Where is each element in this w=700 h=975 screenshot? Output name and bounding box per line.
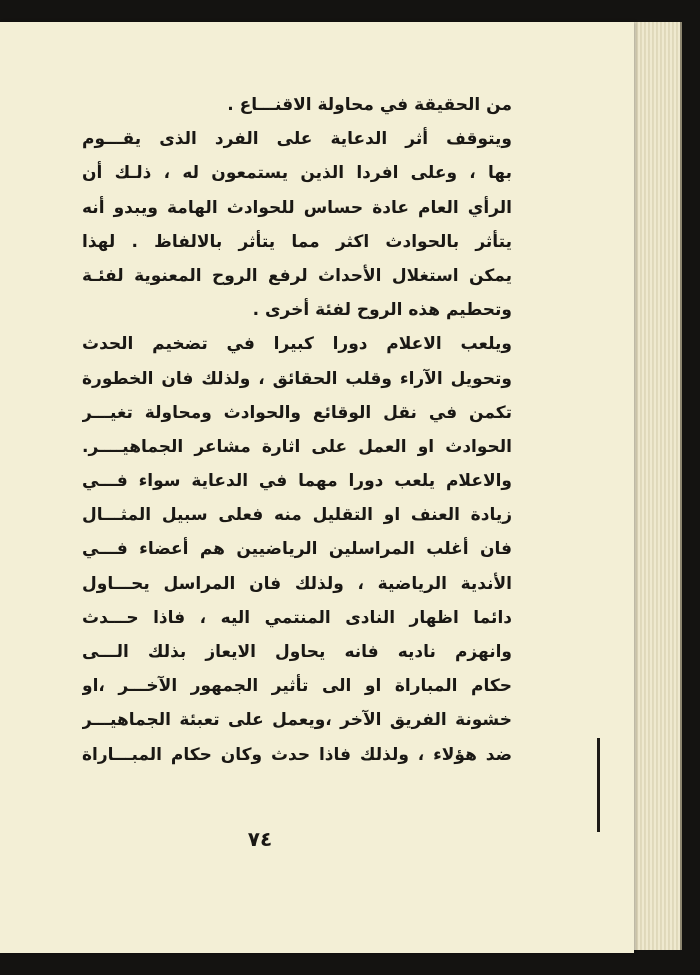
text-line: والاعلام يلعب دورا مهما في الدعاية سواء فـــي (82, 471, 512, 492)
text-line: الأندية الرياضية ، ولذلك فان المراسل يحـــاول (82, 573, 512, 594)
text-line: وتحطيم هذه الروح لفئة أخرى . (252, 300, 512, 321)
text-line: ضد هؤلاء ، ولذلك فاذا حدث وكان حكام المبـــاراة (82, 744, 512, 765)
text-line: الحوادث او العمل على اثارة مشاعر الجماهيــــر. (82, 436, 512, 457)
margin-mark (597, 738, 600, 832)
text-line: حكام المباراة او الى تأثير الجمهور الآخـــر ،او (82, 676, 512, 697)
text-line: تكمن في نقل الوقائع والحوادث ومحاولة تغيـــر (82, 402, 512, 423)
text-line: وتحويل الآراء وقلب الحقائق ، ولذلك فان الخطورة (82, 368, 512, 389)
text-line: خشونة الفريق الآخر ،ويعمل على تعبئة الجماهيـــر (82, 710, 512, 731)
body-text (82, 88, 512, 772)
page-number: ٧٤ (247, 827, 273, 851)
text-line: وانهزم ناديه فانه يحاول الايعاز بذلك الـــى (82, 642, 512, 662)
text-line: ويتوقف أثر الدعاية على الفرد الذى يقـــوم (82, 129, 512, 150)
text-line: يمكن استغلال الأحداث لرفع الروح المعنوية لفئـة (82, 265, 512, 286)
text-line: زيادة العنف او التقليل منه فعلى سبيل المثـــال (82, 505, 512, 526)
book-page (0, 22, 634, 953)
text-line: بها ، وعلى افردا الذين يستمعون له ، ذلـك أن (82, 163, 512, 184)
text-line: يتأثر بالحوادث اكثر مما يتأثر بالالفاظ . لهذا (82, 231, 512, 252)
text-line: من الحقيقة في محاولة الاقنـــاع . (227, 95, 512, 115)
text-line: الرأي العام عادة حساس للحوادث الهامة ويبدو أنه (82, 197, 512, 218)
text-line: ويلعب الاعلام دورا كبيرا في تضخيم الحدث (82, 334, 512, 355)
text-line: دائما اظهار النادى المنتمي اليه ، فاذا حـــدث (82, 607, 512, 628)
text-line: فان أغلب المراسلين الرياضيين هم أعضاء فـــي (82, 539, 512, 560)
